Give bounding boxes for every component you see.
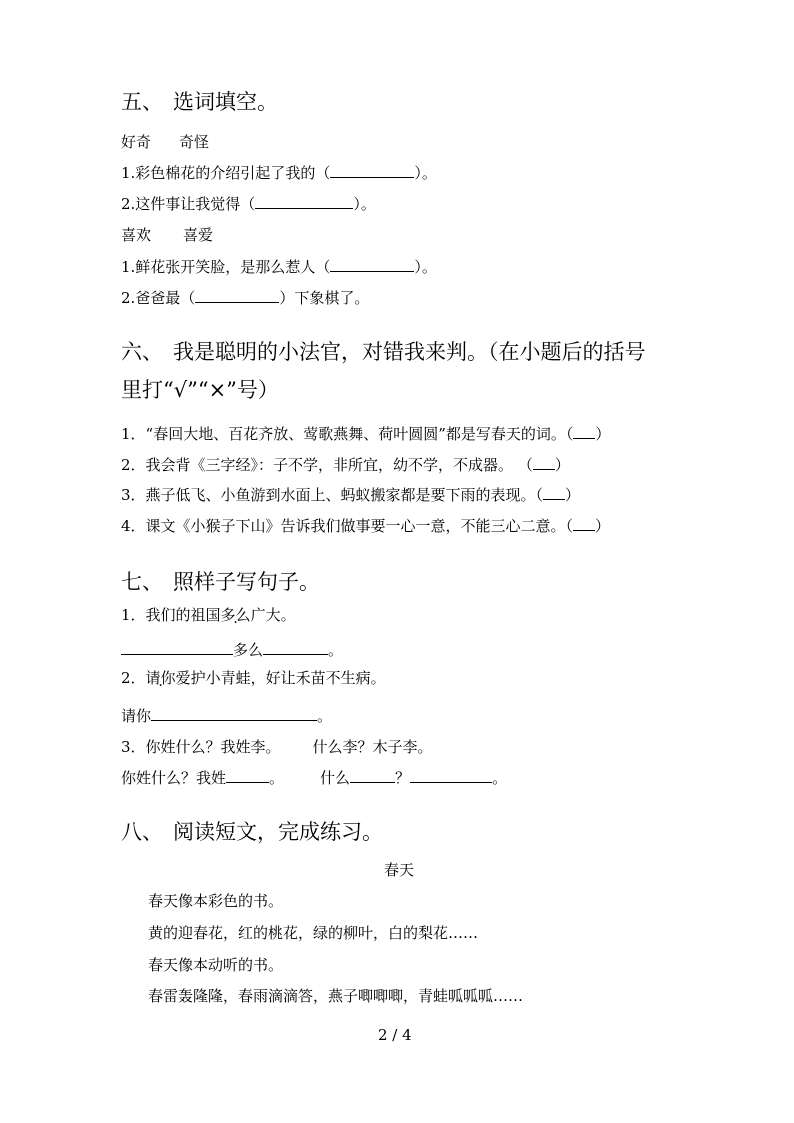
page-number: 2 / 4	[378, 1026, 412, 1044]
answer-blank[interactable]	[350, 768, 395, 783]
passage-line: 春天像本动听的书。	[148, 956, 284, 974]
answer-blank[interactable]	[330, 163, 414, 178]
answer-blank[interactable]	[543, 485, 565, 500]
section-6-title: 我是聪明的小法官，对错我来判。（在小题后的括号	[173, 340, 646, 364]
answer-line-1: 多么 。	[121, 639, 343, 660]
section-6-title-line2: 里打“√”“×”号）	[121, 378, 279, 402]
section-7-number: 七、	[121, 570, 163, 594]
answer-line-2: 请你 。	[121, 707, 333, 725]
fill-question-1: 1.彩色棉花的介绍引起了我的（ ）。	[121, 164, 437, 182]
example-sentence-1: 1．我们的祖国多么广大。	[121, 606, 296, 624]
passage-line: 黄的迎春花，红的桃花，绿的柳叶，白的梨花……	[148, 924, 479, 942]
judge-item: 3．燕子低飞、小鱼游到水面上、蚂蚁搬家都是要下雨的表现。（ ）	[121, 486, 581, 504]
passage-line: 春雷轰隆隆，春雨滴滴答，燕子唧唧唧，青蛙呱呱呱……	[148, 987, 524, 1005]
section-5-title: 选词填空。	[173, 90, 278, 114]
section-5-number: 五、	[121, 90, 163, 114]
fill-question-3: 1.鲜花张开笑脸，是那么惹人（ ）。	[121, 258, 437, 276]
example-sentence-2: 2．请你爱护小青蛙，好让禾苗不生病。	[121, 669, 386, 687]
word-choice: 好奇	[121, 133, 152, 151]
answer-line-3: 你姓什么？我姓 。 什么 ？ 。	[121, 769, 508, 787]
emphasis-word: 多么	[220, 606, 251, 624]
section-6-number: 六、	[121, 340, 163, 364]
judge-item: 4．课文《小猴子下山》告诉我们做事要一心一意，不能三心二意。（ ）	[121, 517, 611, 535]
answer-blank[interactable]	[195, 288, 279, 303]
judge-item: 1．“春回大地、百花齐放、莺歌燕舞、荷叶圆圆”都是写春天的词。（ ）	[121, 425, 611, 443]
answer-blank[interactable]	[151, 706, 317, 721]
answer-blank[interactable]	[330, 257, 414, 272]
answer-blank[interactable]	[121, 640, 233, 655]
section-5-heading	[121, 86, 278, 116]
section-8-heading	[121, 816, 383, 846]
answer-blank[interactable]	[573, 516, 595, 531]
answer-blank[interactable]	[410, 768, 492, 783]
example-sentence-3: 3．你姓什么？我姓李。 什么李？木子李。	[121, 738, 433, 756]
word-choice: 喜爱	[183, 226, 214, 244]
word-choices-1	[121, 131, 209, 152]
emphasis-word: 请你	[145, 669, 176, 687]
answer-blank[interactable]	[226, 768, 269, 783]
passage-title: 春天	[384, 861, 415, 879]
answer-blank[interactable]	[533, 455, 555, 470]
passage-line: 春天像本彩色的书。	[148, 892, 284, 910]
word-choice: 喜欢	[121, 226, 152, 244]
judge-item: 2．我会背《三字经》：子不学，非所宜，幼不学，不成器。 （ ）	[121, 456, 570, 474]
section-8-number: 八、	[121, 820, 163, 844]
answer-blank[interactable]	[255, 194, 353, 209]
word-choices-2	[121, 224, 213, 245]
fill-question-4: 2.爸爸最（ ）下象棋了。	[121, 289, 370, 307]
section-8-title: 阅读短文，完成练习。	[173, 820, 383, 844]
answer-blank[interactable]	[573, 424, 595, 439]
answer-blank[interactable]	[263, 640, 328, 655]
fill-question-2: 2.这件事让我觉得（ ）。	[121, 195, 376, 213]
section-7-heading	[121, 566, 320, 596]
section-7-title: 照样子写句子。	[173, 570, 320, 594]
section-6-heading	[121, 336, 646, 366]
word-choice: 奇怪	[179, 133, 210, 151]
